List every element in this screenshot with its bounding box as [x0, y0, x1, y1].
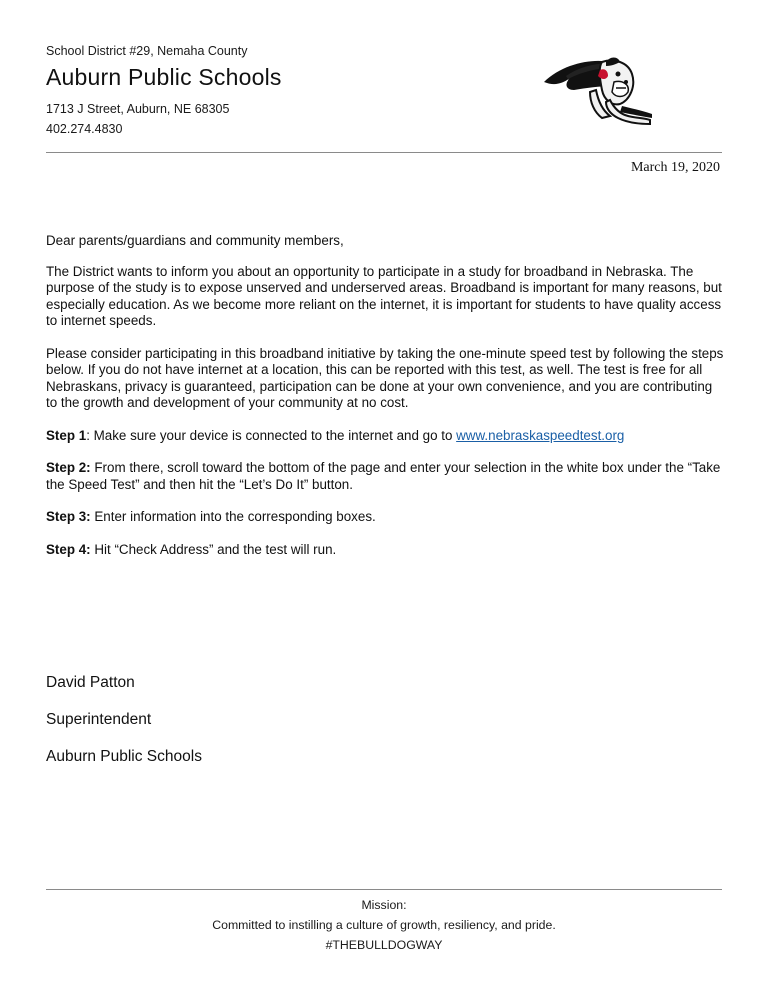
footer-divider — [46, 889, 722, 890]
letter-greeting: Dear parents/guardians and community members, — [46, 233, 344, 248]
letter-paragraph-2: Please consider participating in this broadband initiative by taking the one-minute speed test by following the steps below. If you do not have internet at a location, this can be reported with this test, as well. The test is free for all Nebraskans, privacy is guaranteed, participation can be done at your own convenience, and you are contributing to the growth and development of your community at no cost. — [46, 345, 724, 410]
letter-body — [46, 233, 726, 574]
signer-organization: Auburn Public Schools — [46, 748, 202, 765]
step-1-text: : Make sure your device is connected to the internet and go to — [86, 427, 457, 443]
step-2-text: From there, scroll toward the bottom of the page and enter your selection in the white box under the “Take the Speed Test” and then hit the “Let’s Do It” button. — [46, 460, 721, 492]
header-divider — [46, 152, 722, 153]
signer-title: Superintendent — [46, 711, 152, 728]
letter-paragraph-1: The District wants to inform you about an opportunity to participate in a study for broadband in Nebraska. The purpose of the study is to expose unserved and underserved areas. Broadband is important for many reasons, but especially education. As we become more reliant on the internet, it is important for students to have quality access to internet speeds. — [46, 263, 722, 328]
step-1 — [46, 428, 726, 445]
step-2 — [46, 460, 726, 493]
step-3-text: Enter information into the corresponding boxes. — [90, 509, 376, 524]
step-2-label: Step 2: — [46, 460, 91, 475]
school-address: 1713 J Street, Auburn, NE 68305 — [46, 102, 230, 116]
bulldog-mascot-icon — [540, 56, 658, 128]
step-4-text: Hit “Check Address” and the test will run. — [90, 541, 337, 557]
mission-hashtag: #THEBULLDOGWAY — [325, 938, 443, 952]
mission-heading: Mission: — [361, 898, 407, 912]
district-line: School District #29, Nemaha County — [46, 44, 248, 58]
step-3-label: Step 3: — [46, 509, 91, 524]
step-3 — [46, 509, 726, 526]
step-1-label: Step 1 — [46, 427, 87, 443]
step-4-label: Step 4: — [46, 541, 91, 557]
mission-footer — [46, 897, 722, 957]
step-4 — [46, 542, 726, 559]
school-phone: 402.274.4830 — [46, 122, 123, 136]
school-name: Auburn Public Schools — [46, 64, 282, 90]
signature-block — [46, 674, 202, 785]
letter-date: March 19, 2020 — [630, 160, 720, 175]
mission-statement: Committed to instilling a culture of growth, resiliency, and pride. — [212, 918, 556, 932]
speedtest-link[interactable]: www.nebraskaspeedtest.org — [456, 427, 625, 443]
signer-name: David Patton — [46, 674, 135, 691]
